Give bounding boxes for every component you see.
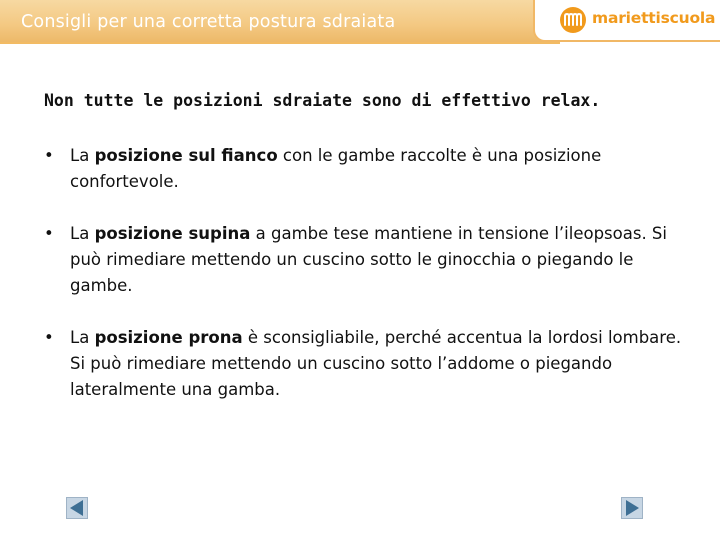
intro-text: Non tutte le posizioni sdraiate sono di effettivo relax. <box>44 91 601 110</box>
bullet-bold-term: posizione sul fianco <box>94 146 278 165</box>
bullet-list <box>44 143 684 429</box>
bullet-bold-term: posizione prona <box>94 328 243 347</box>
bullet-text: con le gambe raccolte è una posizione confortevole. <box>70 146 602 191</box>
publisher-logo <box>533 0 720 42</box>
bullet-icon: • <box>44 328 54 347</box>
list-item <box>44 325 684 403</box>
marietti-logo-icon <box>559 6 587 34</box>
list-item <box>44 221 684 299</box>
bullet-icon: • <box>44 224 54 243</box>
list-item <box>44 143 684 195</box>
bullet-text: è sconsigliabile, perché accentua la lordosi lombare. Si può rimediare mettendo un cuscino sotto l’addome o piegando lateralmente una gamba. <box>70 328 682 399</box>
bullet-bold-term: posizione supina <box>94 224 251 243</box>
bullet-icon: • <box>44 146 54 165</box>
header <box>0 0 720 46</box>
bullet-text: a gambe tese mantiene in tensione l’ileopsoas. Si può rimediare mettendo un cuscino sotto le ginocchia o piegando le gambe. <box>70 224 667 295</box>
title-bar <box>0 0 560 44</box>
arrow-right-icon <box>622 498 642 518</box>
page-title: Consigli per una corretta postura sdraiata <box>21 12 396 32</box>
bullet-prefix: La <box>70 146 95 165</box>
next-slide-button[interactable] <box>621 497 643 519</box>
arrow-left-icon <box>67 498 87 518</box>
bullet-prefix: La <box>70 328 95 347</box>
logo-text: mariettiscuola <box>592 9 716 27</box>
previous-slide-button[interactable] <box>66 497 88 519</box>
bullet-prefix: La <box>70 224 95 243</box>
